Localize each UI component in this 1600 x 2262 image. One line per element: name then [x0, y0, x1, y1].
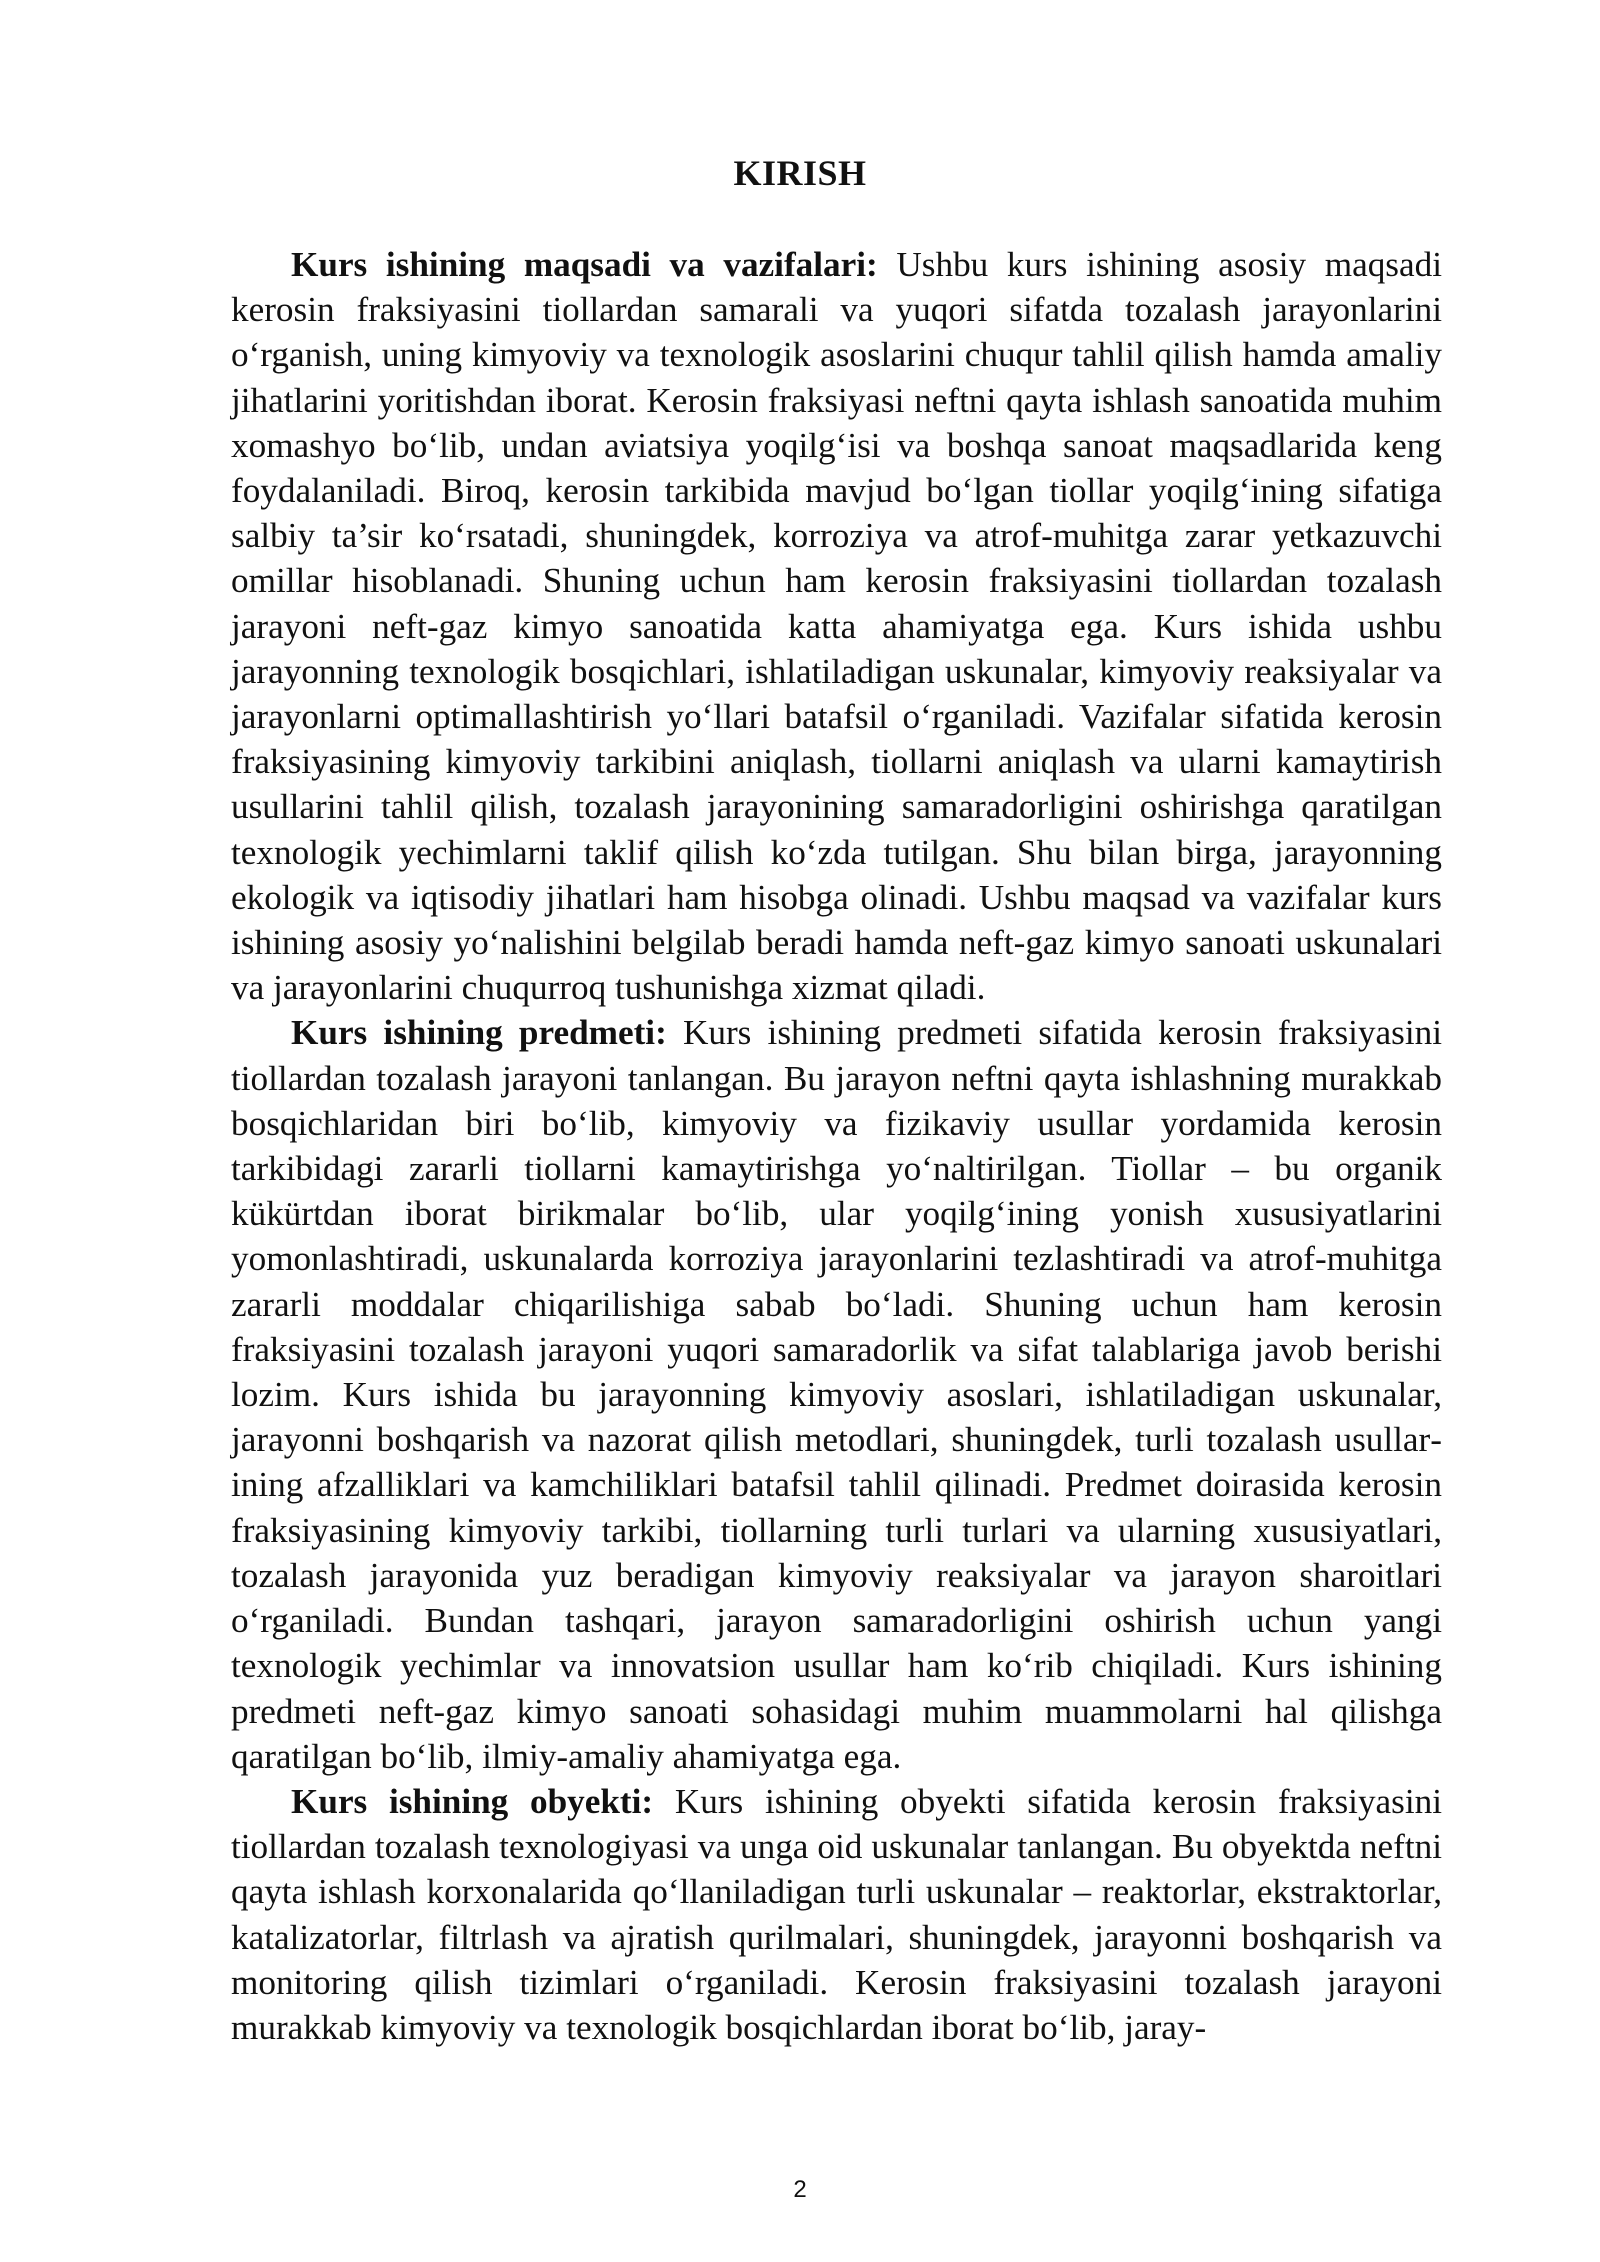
- page-number: 2: [793, 2176, 807, 2203]
- paragraph-subject: [231, 1010, 1442, 1778]
- paragraph-lead: Kurs ishining obyekti:: [291, 1781, 654, 1821]
- paragraph-text: Kurs ishining predmeti sifatida kerosin fraksiyasini tiollardan tozalash jarayoni tanlangan. Bu jarayon neftni qayta ishlashning murakkab bosqichlaridan biri bo‘lib, kimyoviy va fizikaviy usullar yordamida kerosin tarkibidagi zararli tiollarni kamaytirishga yo‘naltirilgan. Tiollar – bu organik kükürtdan iborat birikmalar bo‘lib, ular yoqilg‘ining yonish xususiyatlarini yomonlashtiradi, uskunalarda korroziya jarayonlarini tezlashtiradi va atrof-muhitga zararli moddalar chiqarilishiga sabab bo‘ladi. Shuning uchun ham kerosin fraksiyasini tozalash jarayoni yuqori samaradorlik va sifat talablariga javob berishi lozim. Kurs ishida bu jarayonning kimyoviy asoslari, ishlatiladigan uskunalar, jarayonni boshqarish va nazorat qilish metodlari, shuningdek, turli tozalash usullarining afzalliklari va kamchiliklari batafsil tahlil qilinadi. Predmet doirasida kerosin fraksiyasining kimyoviy tarkibi, tiollarning turli turlari va ularning xususiyatlari, tozalash jarayonida yuz beradigan kimyoviy reaksiyalar va jarayon sharoitlari o‘rganiladi. Bundan tashqari, jarayon samaradorligini oshirish uchun yangi texnologik yechimlar va innovatsion usullar ham ko‘rib chiqiladi. Kurs ishining predmeti neft-gaz kimyo sanoati sohasidagi muhim muammolarni hal qilishga qaratilgan bo‘lib, ilmiy-amaliy ahamiyatga ega.: [231, 1013, 1442, 1776]
- paragraph-lead: Kurs ishining maqsadi va vazifalari:: [291, 245, 878, 284]
- paragraph-object: [231, 1779, 1442, 2050]
- paragraph-text: Kurs ishining obyekti sifatida kerosin fraksiyasini tiollardan tozalash texnologiyasi va unga oid uskunalar tanlangan. Bu obyektda neftni qayta ishlash korxonalarida qo‘llaniladigan turli uskunalar – reaktorlar, ekstraktorlar, katalizatorlar, filtrlash va ajratish qurilmalari, shuningdek, jarayonni boshqarish va monitoring qilish tizimlari o‘rganiladi. Kerosin fraksiyasini tozalash jarayoni murakkab kimyoviy va texnologik bosqichlardan iborat bo‘lib, jaray-: [231, 1781, 1443, 2047]
- page-title: KIRISH: [733, 153, 867, 193]
- paragraph-lead: Kurs ishining predmeti:: [291, 1013, 667, 1053]
- document-body: [231, 242, 1442, 2050]
- paragraph-text: Ushbu kurs ishining asosiy maqsadi kerosin fraksiyasini tiollardan samarali va yuqori sifatda tozalash jarayonlarini o‘rganish, uning kimyoviy va texnologik asoslarini chuqur tahlil qilish hamda amaliy jihatlarini yoritishdan iborat. Kerosin fraksiyasi neftni qayta ishlash sanoatida muhim xomashyo bo‘lib, undan aviatsiya yoqilg‘isi va boshqa sanoat maqsadlarida keng foydalaniladi. Biroq, kerosin tarkibida mavjud bo‘lgan tiollar yoqilg‘ining sifatiga salbiy ta’sir ko‘rsatadi, shuningdek, korroziya va atrof-muhitga zarar yetkazuvchi omillar hisoblanadi. Shuning uchun ham kerosin fraksiyasini tiollardan tozalash jarayoni neft-gaz kimyo sanoatida katta ahamiyatga ega. Kurs ishida ushbu jarayonning texnologik bosqichlari, ishlatiladigan uskunalar, kimyoviy reaksiyalar va jarayonlarni optimallashtirish yo‘llari batafsil o‘rganiladi. Vazifalar sifatida kerosin fraksiyasining kimyoviy tarkibini aniqlash, tiollarni aniqlash va ularni kamaytirish usullarini tahlil qilish, tozalash jarayonining samaradorligini oshirishga qaratilgan texnologik yechimlarni taklif qilish ko‘zda tutilgan. Shu bilan birga, jarayonning ekologik va iqtisodiy jihatlari ham hisobga olinadi. Ushbu maqsad va vazifalar kurs ishining asosiy yo‘nalishini belgilab beradi hamda neft-gaz kimyo sanoati uskunalari va jarayonlarini chuqurroq tushunishga xizmat qiladi.: [231, 245, 1442, 1008]
- paragraph-goals-tasks: [231, 242, 1442, 1010]
